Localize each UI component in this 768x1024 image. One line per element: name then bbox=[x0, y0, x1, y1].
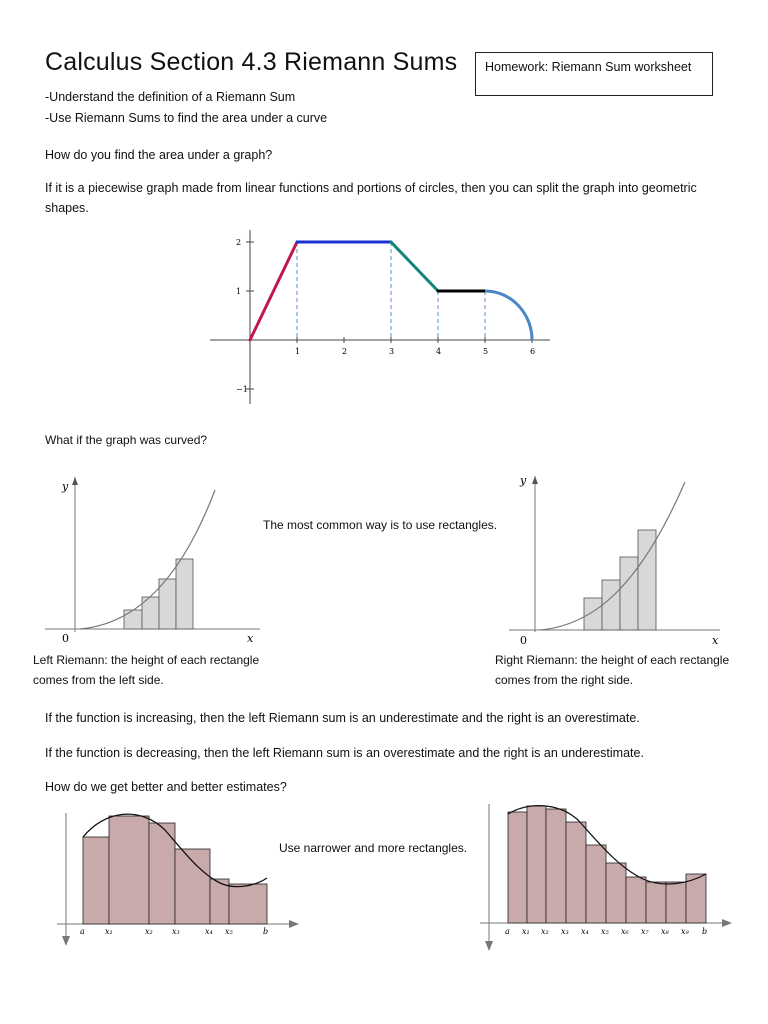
origin-label: 0 bbox=[520, 634, 527, 647]
y-tick-label: 1 bbox=[236, 287, 242, 296]
axis-point-label: x₃ bbox=[172, 927, 180, 936]
arrow-down-icon bbox=[485, 941, 493, 951]
axis-point-label: x₁ bbox=[522, 927, 530, 936]
arrow-right-icon bbox=[289, 920, 299, 928]
estimate-rect bbox=[83, 837, 109, 924]
axis-point-label: b bbox=[263, 927, 269, 936]
narrower-text: Use narrower and more rectangles. bbox=[279, 841, 468, 855]
graph-segment bbox=[250, 242, 297, 340]
estimate-rect bbox=[626, 877, 646, 923]
homework-box: Homework: Riemann Sum worksheet bbox=[475, 52, 713, 96]
estimate-rect bbox=[646, 882, 666, 923]
axis-point-label: x₃ bbox=[561, 927, 569, 936]
right-riemann-caption: Right Riemann: the height of each rectangle comes from the right side. bbox=[495, 653, 730, 687]
left-riemann-figure bbox=[40, 472, 275, 647]
rectangles-text: The most common way is to use rectangles. bbox=[263, 518, 498, 532]
axis-point-label: a bbox=[505, 927, 510, 936]
y-tick-label: 2 bbox=[236, 238, 242, 247]
x-tick-label: 6 bbox=[530, 347, 536, 356]
riemann-rect bbox=[124, 610, 142, 629]
estimate-rect bbox=[566, 822, 586, 923]
axis-point-label: x₈ bbox=[661, 927, 669, 936]
axis-point-label: x₅ bbox=[601, 927, 609, 936]
estimate-rect bbox=[546, 809, 566, 923]
axis-point-label: x₄ bbox=[205, 927, 213, 936]
right-riemann-figure bbox=[505, 470, 730, 648]
x-tick-label: 4 bbox=[436, 347, 442, 356]
x-tick-label: 2 bbox=[342, 347, 348, 356]
curved-question: What if the graph was curved? bbox=[45, 433, 208, 447]
axis-point-label: x₂ bbox=[541, 927, 549, 936]
estimate-rect bbox=[229, 884, 267, 924]
axis-point-label: x₂ bbox=[145, 927, 153, 936]
x-axis-label: x bbox=[247, 632, 254, 645]
estimate-rect bbox=[666, 882, 686, 923]
axis-point-label: a bbox=[80, 927, 85, 936]
estimate-rect bbox=[527, 806, 546, 923]
y-axis-label: y bbox=[62, 480, 69, 493]
riemann-rect bbox=[176, 559, 193, 629]
x-axis-label: x bbox=[712, 634, 719, 647]
increasing-statement: If the function is increasing, then the left Riemann sum is an underestimate and the right is an overestimate. bbox=[45, 711, 640, 725]
x-tick-label: 5 bbox=[483, 347, 489, 356]
x-tick-label: 1 bbox=[295, 347, 301, 356]
axis-point-label: x₅ bbox=[225, 927, 233, 936]
estimate-rect bbox=[109, 816, 149, 924]
better-estimates-question: How do we get better and better estimates? bbox=[45, 780, 287, 794]
riemann-rect bbox=[584, 598, 602, 630]
axis-point-label: x₁ bbox=[105, 927, 113, 936]
graph-segment bbox=[391, 242, 438, 291]
arrow-right-icon bbox=[722, 919, 732, 927]
objective-1: -Understand the definition of a Riemann Sum bbox=[45, 90, 296, 104]
estimate-rect bbox=[508, 812, 527, 923]
decreasing-statement: If the function is decreasing, then the left Riemann sum is an overestimate and the right is an underestimate. bbox=[45, 746, 644, 760]
page-title: Calculus Section 4.3 Riemann Sums bbox=[45, 48, 458, 76]
piecewise-text: If it is a piecewise graph made from linear functions and portions of circles, then you can split the graph into geometric shapes. bbox=[45, 181, 697, 215]
y-axis-label: y bbox=[520, 474, 527, 487]
left-riemann-caption: Left Riemann: the height of each rectangle comes from the left side. bbox=[33, 653, 260, 687]
intro-question: How do you find the area under a graph? bbox=[45, 148, 273, 162]
fine-rectangles-figure bbox=[478, 802, 738, 952]
arrow-up-icon bbox=[72, 477, 78, 485]
arrow-up-icon bbox=[532, 476, 538, 484]
origin-label: 0 bbox=[62, 632, 69, 645]
estimate-rect bbox=[586, 845, 606, 923]
objective-2: -Use Riemann Sums to find the area under a curve bbox=[45, 111, 328, 125]
axis-point-label: x₆ bbox=[621, 927, 629, 936]
estimate-rect bbox=[606, 863, 626, 923]
riemann-rect bbox=[620, 557, 638, 630]
graph-arc bbox=[485, 291, 532, 340]
coarse-rectangles-figure bbox=[55, 808, 305, 948]
y-tick-label: −1 bbox=[236, 385, 248, 394]
axis-point-label: b bbox=[702, 927, 708, 936]
x-tick-label: 3 bbox=[389, 347, 395, 356]
axis-point-label: x₄ bbox=[581, 927, 589, 936]
estimate-rect bbox=[149, 823, 175, 924]
estimate-rect bbox=[175, 849, 210, 924]
riemann-rect bbox=[602, 580, 620, 630]
axis-point-label: x₇ bbox=[641, 927, 649, 936]
piecewise-graph bbox=[200, 218, 560, 408]
riemann-rect bbox=[159, 579, 176, 629]
arrow-down-icon bbox=[62, 936, 70, 946]
axis-point-label: x₉ bbox=[681, 927, 689, 936]
